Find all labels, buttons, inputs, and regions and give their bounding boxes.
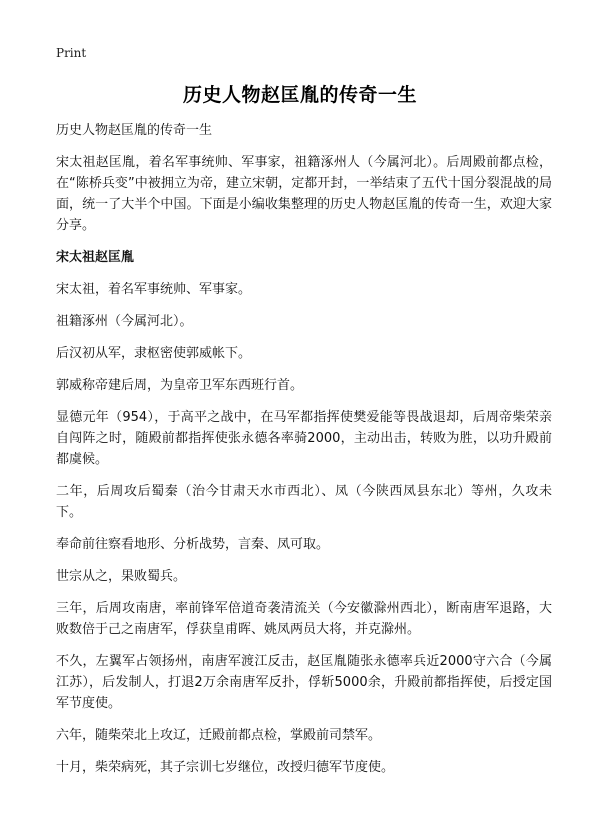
print-label: Print xyxy=(56,46,87,60)
paragraph: 祖籍涿州（今属河北）。 xyxy=(56,314,193,329)
paragraph: 郭威称帝建后周，为皇帝卫军东西班行首。 xyxy=(56,378,304,393)
paragraph: 十月，柴荣病死，其子宗训七岁继位，改授归德军节度使。 xyxy=(56,760,395,775)
paragraph: 奉命前往察看地形、分析战势，言秦、凤可取。 xyxy=(56,537,330,552)
intro-title: 历史人物赵匡胤的传奇一生 xyxy=(56,123,213,138)
paragraph: 后汉初从军，隶枢密使郭威帐下。 xyxy=(56,346,252,361)
intro-paragraph: 宋太祖赵匡胤，着名军事统帅、军事家，祖籍涿州人（今属河北）。后周殿前都点检，在“陈桥兵变”中被拥立为帝，建立宋朝，定都开封，一举结束了五代十国分裂混战的局面，统一了大半个中国。下面是小编收集整理的历史人物赵匡胤的传奇一生，欢迎大家分享。 xyxy=(56,155,552,233)
paragraph: 世宗从之，果败蜀兵。 xyxy=(56,569,187,584)
article-body xyxy=(56,120,552,789)
paragraph: 不久，左翼军占领扬州，南唐军渡江反击，赵匡胤随张永德率兵近2000守六合（今属江苏），后发制人，打退2万余南唐军反扑，俘斩5000余，升殿前都指挥使，后授定国军节度使。 xyxy=(56,654,552,711)
page-title: 历史人物赵匡胤的传奇一生 xyxy=(182,84,417,106)
paragraph: 三年，后周攻南唐，率前锋军倍道奇袭清流关（今安徽滁州西北），断南唐军退路，大败数倍于己之南唐军，俘获皇甫晖、姚凤两员大将，并克滁州。 xyxy=(56,601,552,637)
paragraph: 二年，后周攻后蜀秦（治今甘肃天水市西北）、凤（今陕西凤县东北）等州，久攻未下。 xyxy=(56,484,552,520)
paragraph: 宋太祖，着名军事统帅、军事家。 xyxy=(56,282,252,297)
paragraph: 六年，随柴荣北上攻辽，迁殿前都点检，掌殿前司禁军。 xyxy=(56,728,382,743)
paragraph: 显德元年（954），于高平之战中，在马军都指挥使樊爱能等畏战退却，后周帝柴荣亲自闯阵之时，随殿前都指挥使张永德各率骑2000，主动出击，转败为胜，以功升殿前都虞候。 xyxy=(56,410,552,467)
section-heading: 宋太祖赵匡胤 xyxy=(56,250,135,265)
